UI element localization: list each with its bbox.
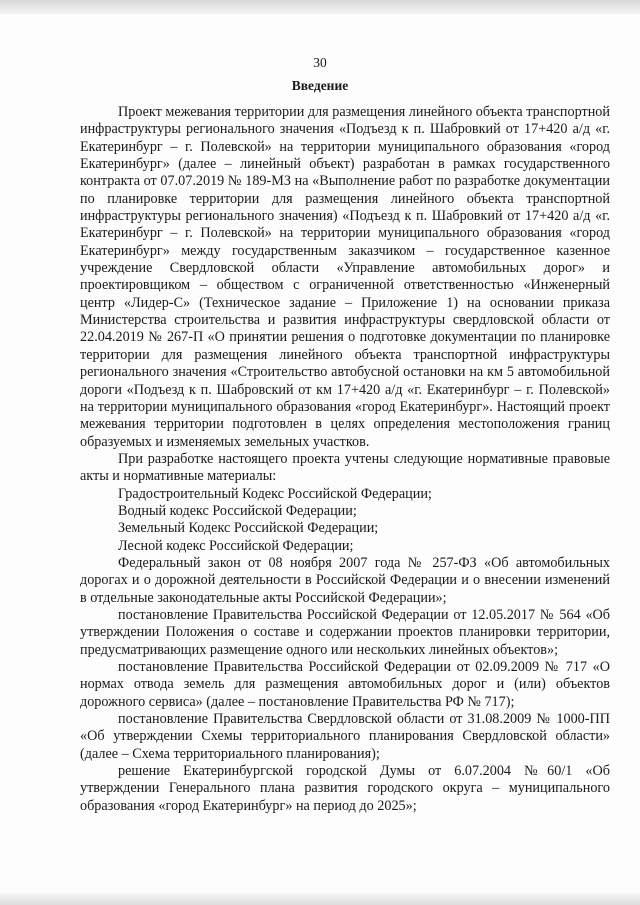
section-title: Введение	[291, 78, 349, 93]
list-item: постановление Правительства Российской Федерации от 12.05.2017 № 564 «Об утверждении Положения о составе и содержании проектов планировки территории, предусматривающих размещение одного или нескольких линейных объектов»;	[80, 606, 610, 658]
list-item: постановление Правительства Свердловской области от 31.08.2009 № 1000-ПП «Об утверждении Схемы территориального планирования Свердловской области» (далее – Схема территориального планирования);	[80, 711, 610, 762]
page-number: 30	[313, 55, 327, 70]
list-item: решение Екатеринбургской городской Думы от 6.07.2004 №60/1 «Об утверждении Генерального плана развития городского округа – муниципального образования «город Екатеринбург» на период до 2025»;	[80, 763, 610, 814]
list-item: Земельный Кодекс Российской Федерации;	[118, 520, 379, 537]
list-item: Водный кодекс Российской Федерации;	[118, 502, 357, 519]
list-item: постановление Правительства Российской Федерации от 02.09.2009 № 717 «О нормах отвода земель для размещения автомобильных дорог и (или) объектов дорожного сервиса» (далее – постановление Правительства РФ № 717);	[80, 659, 610, 710]
paragraph-acts-lead: При разработке настоящего проекта учтены следующие нормативные правовые акты и нормативные материалы:	[80, 450, 610, 485]
document-body	[80, 104, 610, 815]
list-item: Градостроительный Кодекс Российской Федерации;	[118, 485, 432, 502]
list-item: Лесной кодекс Российской Федерации;	[118, 537, 354, 554]
paragraph-intro: Проект межевания территории для размещения линейного объекта транспортной инфраструктуры регионального значения «Подъезд к п. Шабровкий от 17+420 а/д «г. Екатеринбург – г. Полевской» на территории муниципального образования «город Екатеринбург» (далее – линейный объект) разработан в рамках государственного контракта от 07.07.2019 № 189-МЗ на «Выполнение работ по разработке документации по планировке территории для размещения линейного объекта транспортной инфраструктуры регионального значения) «Подъезд к п. Шабровкий от 17+420 а/д «г. Екатеринбург – г. Полевской» на территории муниципального образования «город Екатеринбург» между государственным заказчиком – государственное казенное учреждение Свердловской области «Управление автомобильных дорог» и проектировщиком – обществом с ограниченной ответственностью «Инженерный центр «Лидер-С» (Техническое задание – Приложение 1) на основании приказа Министерства строительства и развития инфраструктуры свердловской области от 22.04.2019 № 267-П «О принятии решения о подготовке документации по планировке территории для размещения линейного объекта транспортной инфраструктуры регионального значения «Строительство автобусной остановки на км 5 автомобильной дороги «Подъезд к п. Шабровский от км 17+420 а/д «г. Екатеринбург – г. Полевской» на территории муниципального образования «город Екатеринбург». Настоящий проект межевания территории подготовлен в целях определения местоположения границ образуемых и изменяемых земельных участков.	[80, 104, 610, 450]
list-item: Федеральный закон от 08 ноября 2007 года № 257-ФЗ «Об автомобильных дорогах и о дорожной деятельности в Российской Федерации и о внесении изменений в отдельные законодательные акты Российской Федерации»;	[80, 554, 610, 606]
scan-edge-bottom	[0, 893, 640, 905]
scan-edge-top	[0, 0, 640, 14]
